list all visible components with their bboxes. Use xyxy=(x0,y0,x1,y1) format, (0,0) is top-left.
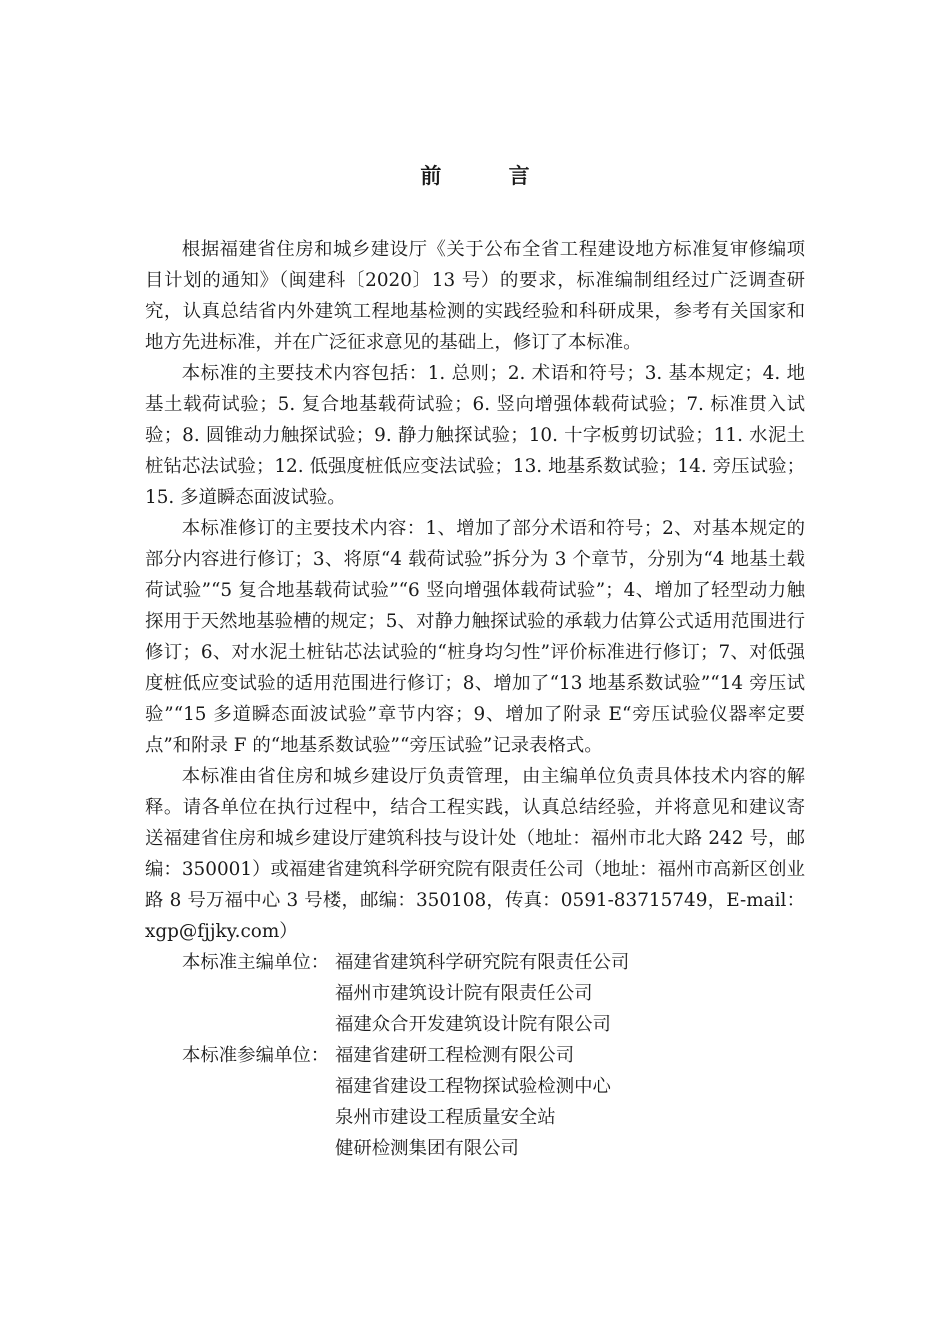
chief-editor-unit: 福建省建筑科学研究院有限责任公司 xyxy=(335,952,630,973)
paragraph-revisions: 本标准修订的主要技术内容：1、增加了部分术语和符号；2、对基本规定的部分内容进行修订；3、将原“4 载荷试验”拆分为 3 个章节，分别为“4 地基土载荷试验”“5 复合地基载荷试验”“6 竖向增强体载荷试验”；4、增加了轻型动力触探用于天然地基验槽的规定；5、对静力触探试验的承载力估算公式适用范围进行修订；6、对水泥土桩钻芯法试验的“桩身均匀性”评价标准进行修订；7、对低强度桩低应变试验的适用范围进行修订；8、增加了“13 地基系数试验”“14 旁压试验”“15 多道瞬态面波试验”章节内容；9、增加了附录 E“旁压试验仪器率定要点”和附录 F 的“地基系数试验”“旁压试验”记录表格式。 xyxy=(145,518,805,756)
participating-editor-list xyxy=(335,1040,611,1164)
page-title: 前 言 xyxy=(420,164,560,188)
participating-editor-unit: 福建省建研工程检测有限公司 xyxy=(335,1045,575,1066)
editor-units xyxy=(145,947,805,1164)
chief-editor-label: 本标准主编单位： xyxy=(182,952,330,973)
paragraph-contents: 本标准的主要技术内容包括：1. 总则；2. 术语和符号；3. 基本规定；4. 地基土载荷试验；5. 复合地基载荷试验；6. 竖向增强体载荷试验；7. 标准贯入试验；8. 圆锥动力触探试验；9. 静力触探试验；10. 十字板剪切试验；11. 水泥土桩钻芯法试验；12. 低强度桩低应变法试验；13. 地基系数试验；14. 旁压试验；15. 多道瞬态面波试验。 xyxy=(145,363,805,508)
chief-editor-group xyxy=(145,947,805,1040)
participating-editor-label: 本标准参编单位： xyxy=(182,1045,330,1066)
chief-editor-list xyxy=(335,947,629,1040)
participating-editor-unit: 泉州市建设工程质量安全站 xyxy=(335,1107,556,1128)
chief-editor-unit: 福州市建筑设计院有限责任公司 xyxy=(335,983,593,1004)
participating-editor-unit: 健研检测集团有限公司 xyxy=(335,1138,519,1159)
chief-editor-unit: 福建众合开发建筑设计院有限公司 xyxy=(335,1014,611,1035)
participating-editor-group xyxy=(145,1040,805,1164)
paragraph-management: 本标准由省住房和城乡建设厅负责管理，由主编单位负责具体技术内容的解释。请各单位在执行过程中，结合工程实践，认真总结经验，并将意见和建议寄送福建省住房和城乡建设厅建筑科技与设计处（地址：福州市北大路 242 号，邮编：350001）或福建省建筑科学研究院有限责任公司（地址：福州市高新区创业路 8 号万福中心 3 号楼，邮编：350108，传真：0591-83715749，E-mail：xgp@fjjky.com） xyxy=(145,766,805,942)
participating-editor-unit: 福建省建设工程物探试验检测中心 xyxy=(335,1076,611,1097)
paragraph-background: 根据福建省住房和城乡建设厅《关于公布全省工程建设地方标准复审修编项目计划的通知》（闽建科〔2020〕13 号）的要求，标准编制组经过广泛调查研究，认真总结省内外建筑工程地基检测的实践经验和科研成果，参考有关国家和地方先进标准，并在广泛征求意见的基础上，修订了本标准。 xyxy=(145,239,805,353)
document-body xyxy=(145,234,805,1164)
